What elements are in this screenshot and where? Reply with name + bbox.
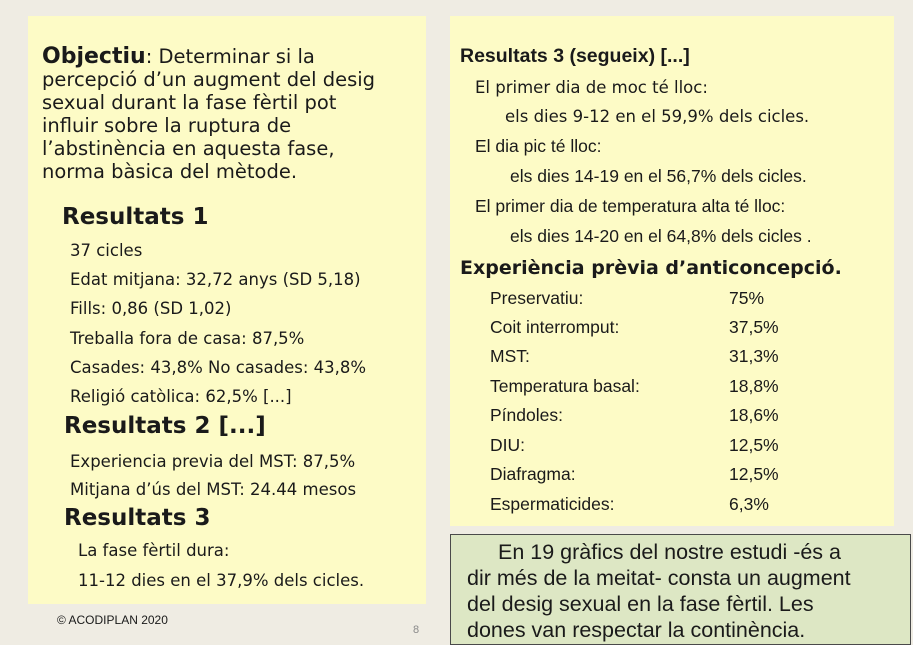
page-number: 8 <box>413 624 420 636</box>
results1-item: Religió catòlica: 62,5% [...] <box>70 387 292 406</box>
method-value: 31,3% <box>729 346 779 366</box>
method-label: Temperatura basal: <box>490 376 640 396</box>
conclusion-line-4: dones van respectar la continència. <box>467 618 806 642</box>
results1-title: Resultats 1 <box>62 204 209 230</box>
method-label: Preservatiu: <box>490 288 584 308</box>
results2-item: Mitjana d’ús del MST: 24.44 mesos <box>70 480 357 499</box>
method-label: Diafragma: <box>490 464 576 484</box>
results1-item: Edat mitjana: 32,72 anys (SD 5,18) <box>70 270 361 289</box>
method-value: 18,6% <box>729 405 779 425</box>
first-mucus-label: El primer dia de moc té lloc: <box>475 78 708 97</box>
objective-line-3: sexual durant la fase fèrtil pot <box>42 91 337 114</box>
objective-line-1: : Determinar si la <box>145 45 315 68</box>
objective-line-4: influir sobre la ruptura de <box>42 114 292 137</box>
method-value: 12,5% <box>729 435 779 455</box>
method-value: 18,8% <box>729 376 779 396</box>
conclusion-line-3: del desig sexual en la fase fèrtil. Les <box>467 592 814 616</box>
objective-block <box>42 45 432 183</box>
objective-line-5: l’abstinència en aquesta fase, <box>42 137 335 160</box>
first-mucus-detail: els dies 9-12 en el 59,9% dels cicles. <box>505 107 810 126</box>
objective-line-2: percepció d’un augment del desig <box>42 68 376 91</box>
method-label: Píndoles: <box>490 405 563 425</box>
method-label: MST: <box>490 346 530 366</box>
objective-line-6: norma bàsica del mètode. <box>42 160 298 183</box>
method-value: 12,5% <box>729 464 779 484</box>
temp-label: El primer dia de temperatura alta té lloc: <box>475 196 786 216</box>
objective-label: Objectiu <box>42 44 146 69</box>
results2-item: Experiencia previa del MST: 87,5% <box>70 452 356 471</box>
temp-detail: els dies 14-20 en el 64,8% dels cicles . <box>510 226 812 246</box>
results3-title: Resultats 3 <box>64 505 211 531</box>
method-label: DIU: <box>490 435 525 455</box>
results3-item: La fase fèrtil dura: <box>78 541 230 560</box>
results1-item: Fills: 0,86 (SD 1,02) <box>70 299 232 318</box>
method-value: 6,3% <box>729 494 769 514</box>
copyright: © ACODIPLAN 2020 <box>57 613 168 627</box>
results3-cont-title: Resultats 3 (segueix) [...] <box>460 45 690 67</box>
results2-title: Resultats 2 [...] <box>64 413 266 439</box>
peak-label: El dia pic té lloc: <box>475 136 602 156</box>
results1-item: 37 cicles <box>70 241 143 260</box>
method-label: Espermaticides: <box>490 494 615 514</box>
peak-detail: els dies 14-19 en el 56,7% dels cicles. <box>510 166 807 186</box>
experience-title: Experiència prèvia d’anticoncepció. <box>460 257 842 279</box>
method-label: Coit interromput: <box>490 317 620 337</box>
conclusion-line-1: En 19 gràfics del nostre estudi -és a <box>498 540 841 564</box>
method-value: 75% <box>729 288 765 308</box>
method-value: 37,5% <box>729 317 779 337</box>
results1-item: Casades: 43,8% No casades: 43,8% <box>70 358 367 377</box>
results3-item: 11-12 dies en el 37,9% dels cicles. <box>78 571 365 590</box>
conclusion-line-2: dir més de la meitat- consta un augment <box>467 566 851 590</box>
results1-item: Treballa fora de casa: 87,5% <box>70 329 305 348</box>
